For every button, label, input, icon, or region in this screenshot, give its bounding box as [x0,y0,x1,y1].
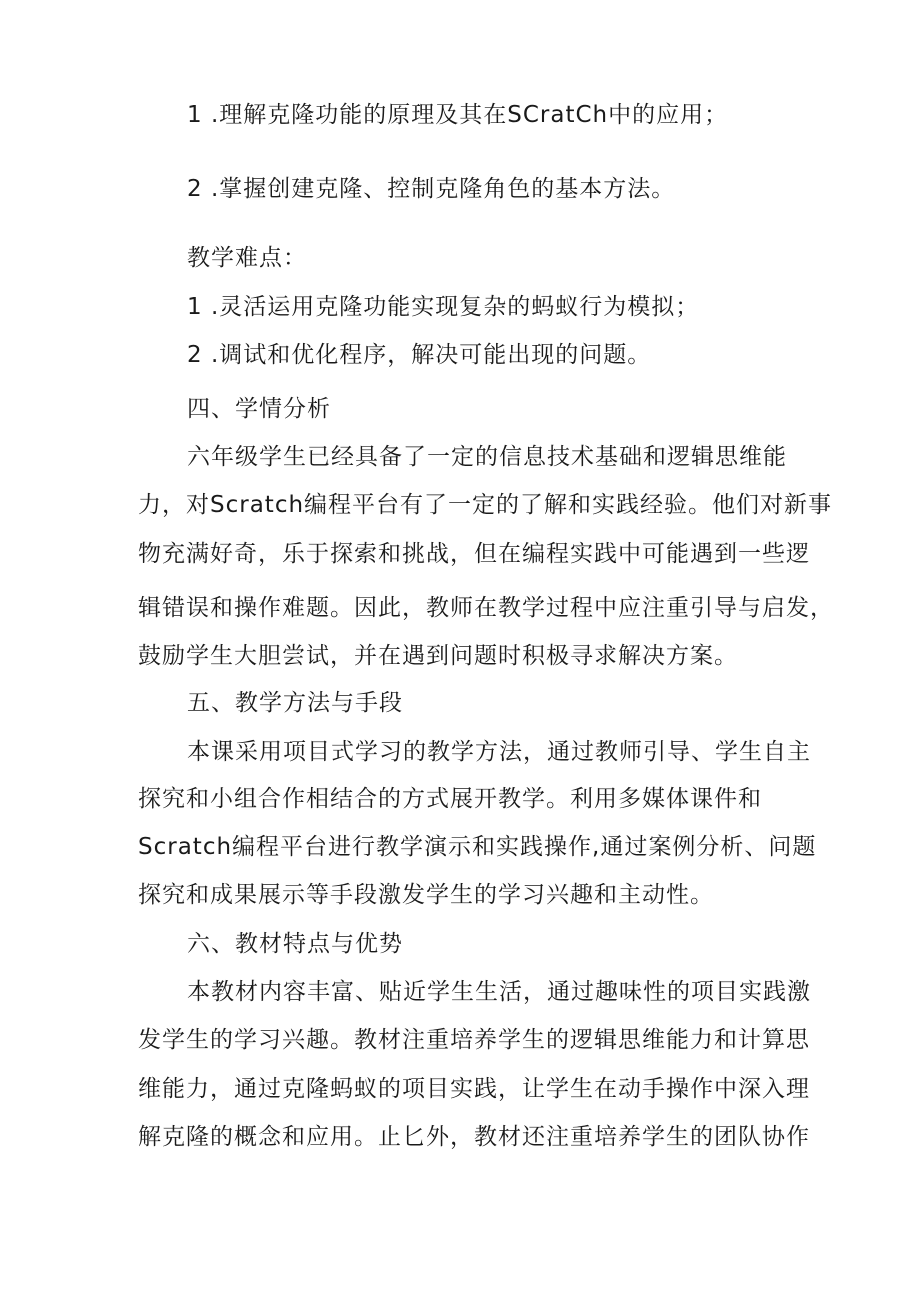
paragraph-line: 鼓励学生大胆尝试，并在遇到问题时积极寻求解决方案。 [138,643,738,669]
paragraph-line: Scratch编程平台进行教学演示和实践操作,通过案例分析、问题 [138,834,817,860]
section-heading-4: 四、学情分析 [187,396,331,422]
section-heading-6: 六、教材特点与优势 [187,931,403,957]
paragraph-line: 辑错误和操作难题。因此，教师在教学过程中应注重引导与启发， [138,595,834,621]
paragraph-line: 维能力，通过克隆蚂蚁的项目实践，让学生在动手操作中深入理 [138,1076,810,1102]
paragraph-line: 本课采用项目式学习的教学方法，通过教师引导、学生自主 [187,739,811,765]
paragraph-line: 物充满好奇，乐于探索和挑战，但在编程实践中可能遇到一些逻 [138,541,810,567]
paragraph-line: 六年级学生已经具备了一定的信息技术基础和逻辑思维能 [187,444,787,470]
key-point-item-1: 1 .理解克隆功能的原理及其在SCratCh中的应用； [187,102,729,128]
paragraph-line: 解克隆的概念和应用。止匕外，教材还注重培养学生的团队协作 [138,1124,810,1150]
key-point-item-2: 2 .掌握创建克隆、控制克隆角色的基本方法。 [187,176,676,202]
paragraph-line: 力，对Scratch编程平台有了一定的了解和实践经验。他们对新事 [138,492,833,518]
difficulties-label: 教学难点： [187,245,307,271]
paragraph-line: 本教材内容丰富、贴近学生生活，通过趣味性的项目实践激 [187,979,811,1005]
difficulty-item-1: 1 .灵活运用克隆功能实现复杂的蚂蚁行为模拟； [187,294,700,320]
difficulty-item-2: 2 .调试和优化程序，解决可能出现的问题。 [187,342,652,368]
paragraph-line: 发学生的学习兴趣。教材注重培养学生的逻辑思维能力和计算思 [138,1027,810,1053]
paragraph-line: 探究和小组合作相结合的方式展开教学。利用多媒体课件和 [138,786,762,812]
paragraph-line: 探究和成果展示等手段激发学生的学习兴趣和主动性。 [138,882,714,908]
section-heading-5: 五、教学方法与手段 [187,690,403,716]
